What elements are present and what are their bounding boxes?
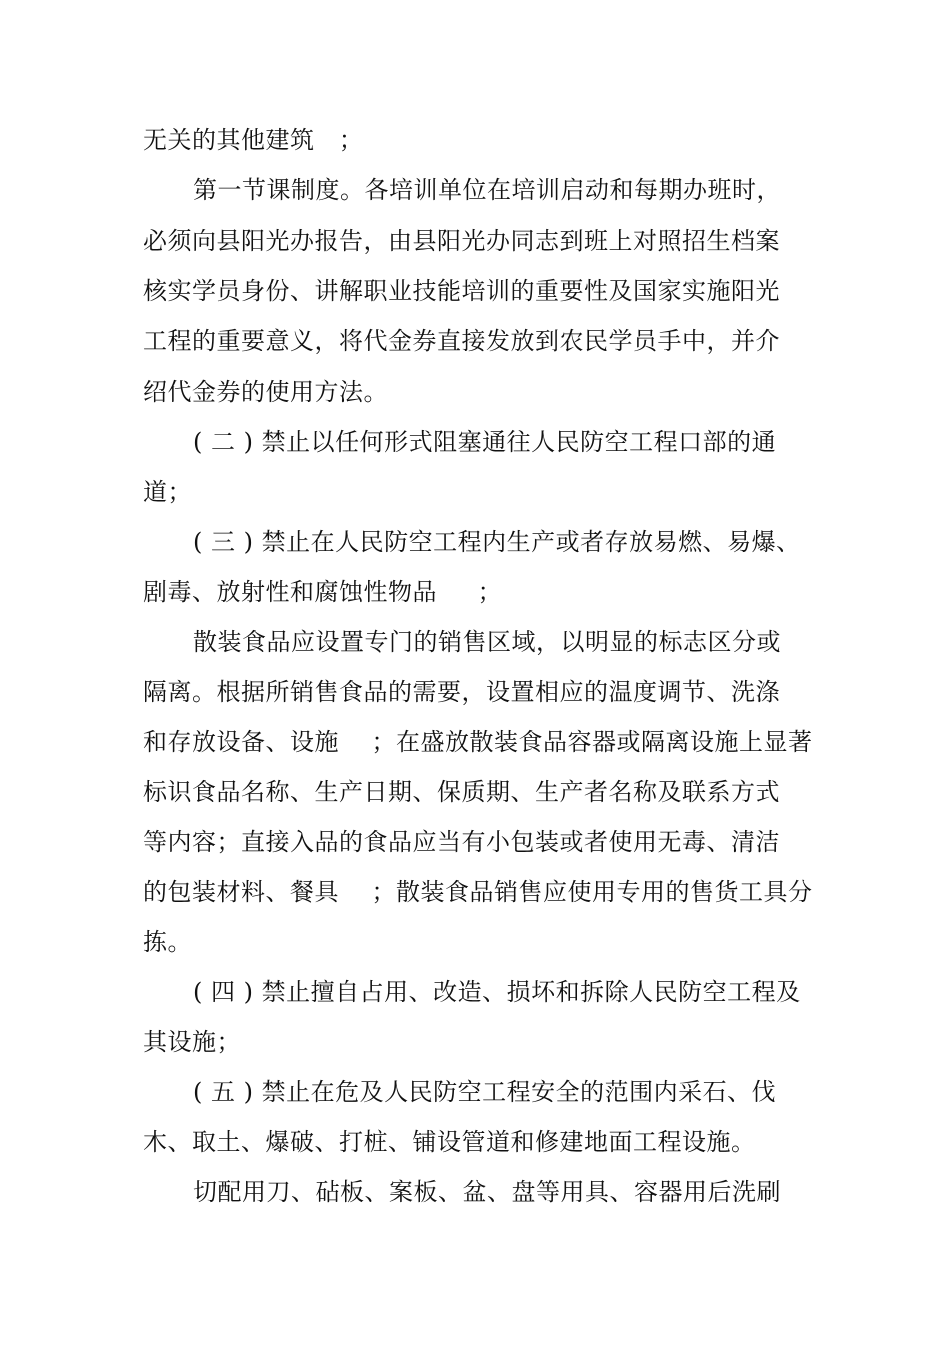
text-line: ( 三 ) 禁止在人民防空工程内生产或者存放易燃、易爆、: [193, 528, 801, 556]
text-line: ( 五 ) 禁止在危及人民防空工程安全的范围内采石、伐: [193, 1078, 777, 1106]
text-line: 和存放设备、设施 ；在盛放散装食品容器或隔离设施上显著: [143, 728, 813, 756]
text-line: 工程的重要意义，将代金券直接发放到农民学员手中，并介: [143, 327, 780, 355]
text-line: 其设施；: [143, 1028, 241, 1056]
text-line: 标识食品名称、生产日期、保质期、生产者名称及联系方式: [143, 778, 780, 806]
text-line: 必须向县阳光办报告，由县阳光办同志到班上对照招生档案: [143, 227, 780, 255]
text-line: 核实学员身份、讲解职业技能培训的重要性及国家实施阳光: [143, 277, 780, 305]
text-line: 散装食品应设置专门的销售区域，以明显的标志区分或: [193, 628, 781, 656]
text-line: 第一节课制度。各培训单位在培训启动和每期办班时，: [193, 176, 781, 204]
text-line: 拣。: [143, 928, 192, 956]
text-line: 剧毒、放射性和腐蚀性物品 ；: [143, 578, 503, 606]
text-line: ( 四 ) 禁止擅自占用、改造、损坏和拆除人民防空工程及: [193, 978, 801, 1006]
text-line: 切配用刀、砧板、案板、盆、盘等用具、容器用后洗刷: [193, 1178, 781, 1206]
text-line: 等内容；直接入品的食品应当有小包装或者使用无毒、清洁: [143, 828, 780, 856]
text-line: 道；: [143, 478, 192, 506]
text-line: 的包装材料、餐具 ；散装食品销售应使用专用的售货工具分: [143, 878, 813, 906]
text-line: ( 二 ) 禁止以任何形式阻塞通往人民防空工程口部的通: [193, 428, 777, 456]
text-line: 无关的其他建筑 ；: [143, 126, 364, 154]
text-line: 隔离。根据所销售食品的需要，设置相应的温度调节、洗涤: [143, 678, 780, 706]
text-line: 木、取土、爆破、打桩、铺设管道和修建地面工程设施。: [143, 1128, 756, 1156]
text-line: 绍代金券的使用方法。: [143, 378, 388, 406]
